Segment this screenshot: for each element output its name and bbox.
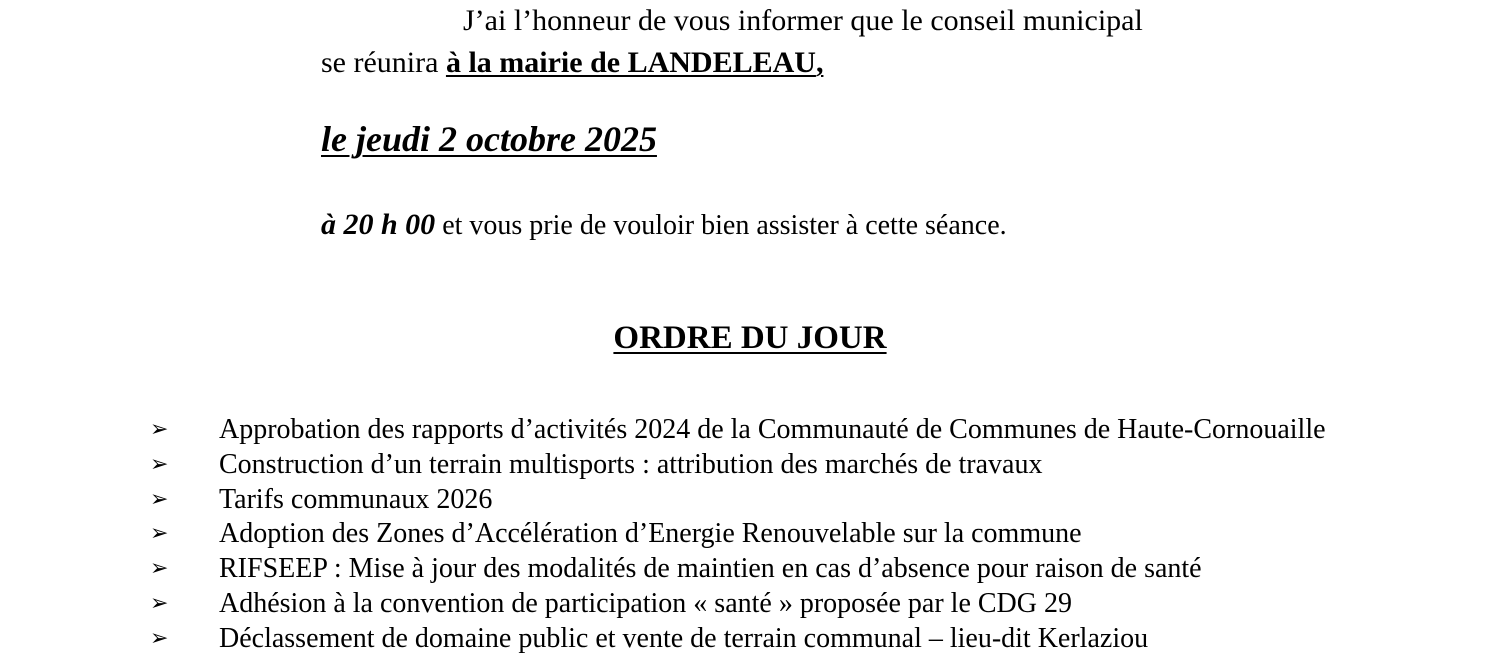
agenda-item-text: Tarifs communaux 2026: [219, 483, 493, 515]
arrowhead-bullet-icon: ➢: [150, 417, 169, 442]
intro-line-2-prefix: se réunira: [321, 46, 446, 79]
agenda-title: ORDRE DU JOUR: [613, 320, 887, 356]
meeting-date: le jeudi 2 octobre 2025: [321, 119, 657, 159]
arrowhead-bullet-icon: ➢: [150, 590, 169, 616]
arrowhead-bullet-icon: ➢: [150, 625, 169, 651]
agenda-item-text: Approbation des rapports d’activités 2024 de la Communauté de Communes de Haute-Cornouaille: [219, 414, 1326, 445]
meeting-time-suffix: et vous prie de vouloir bien assister à cette séance.: [435, 210, 1007, 241]
meeting-time: à 20 h 00: [321, 208, 436, 241]
arrowhead-bullet-icon: ➢: [150, 486, 169, 512]
agenda-item-text: Adhésion à la convention de participation « santé » proposée par le CDG 29: [219, 587, 1072, 619]
intro-line-1: J’ai l’honneur de vous informer que le conseil municipal: [463, 4, 1143, 37]
agenda-item-text: Construction d’un terrain multisports : attribution des marchés de travaux: [219, 448, 1043, 480]
agenda-item-text: RIFSEEP : Mise à jour des modalités de maintien en cas d’absence pour raison de santé: [219, 553, 1202, 585]
arrowhead-bullet-icon: ➢: [150, 521, 169, 547]
meeting-place: à la mairie de LANDELEAU: [445, 46, 816, 79]
arrowhead-bullet-icon: ➢: [150, 556, 169, 582]
meeting-time-line: [321, 210, 1007, 240]
arrowhead-bullet-icon: ➢: [150, 451, 169, 477]
agenda-item-text: Déclassement de domaine public et vente de terrain communal – lieu-dit Kerlaziou: [219, 622, 1149, 654]
meeting-place-comma: ,: [815, 46, 824, 79]
agenda-item-text: Adoption des Zones d’Accélération d’Energie Renouvelable sur la commune: [219, 518, 1082, 550]
intro-line-2: [321, 48, 823, 78]
